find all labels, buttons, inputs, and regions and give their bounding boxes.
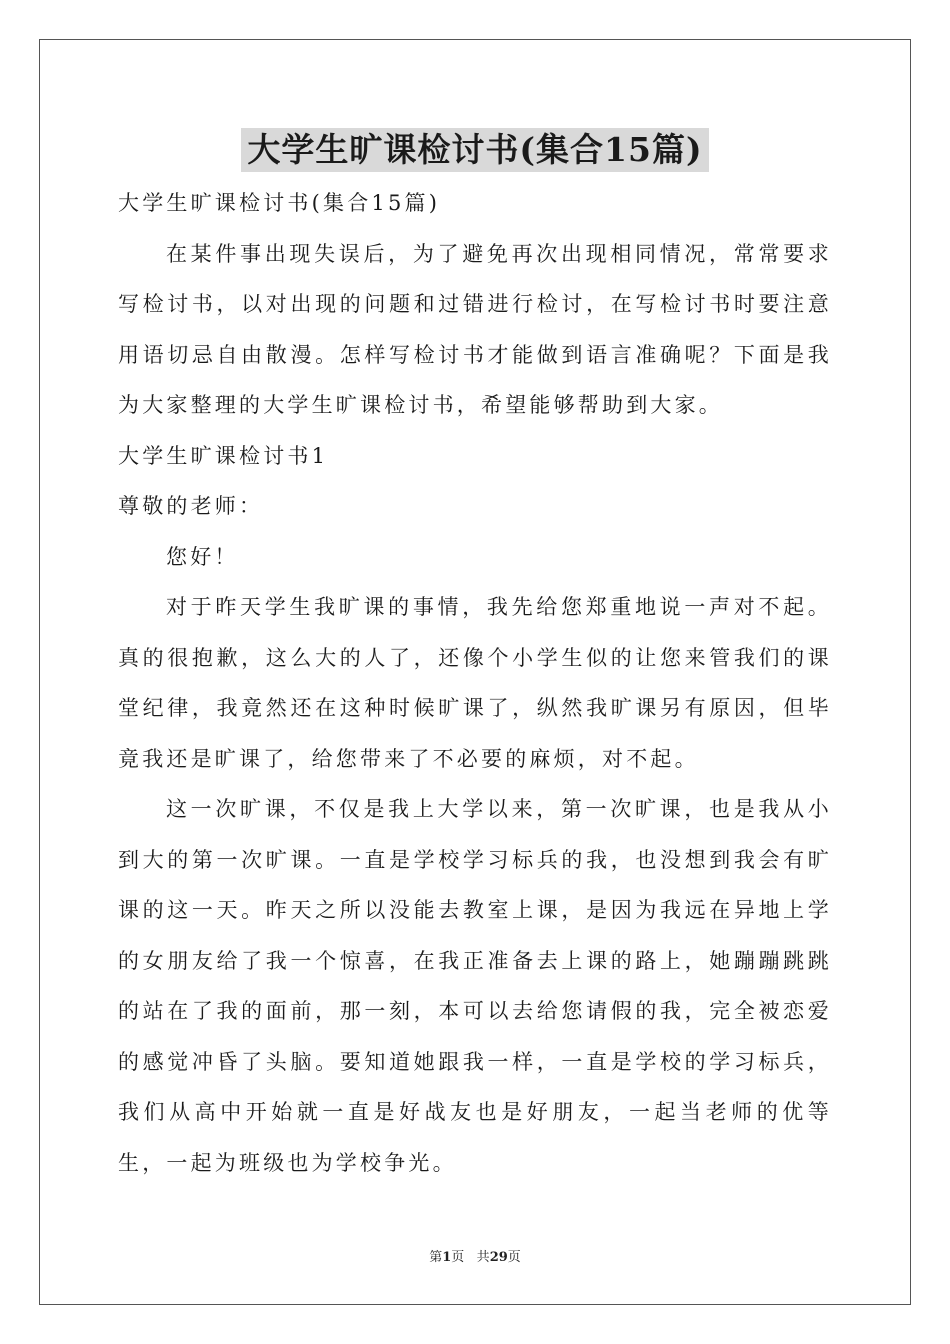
document-body xyxy=(118,178,832,1188)
body-paragraph-2: 这一次旷课，不仅是我上大学以来，第一次旷课，也是我从小到大的第一次旷课。一直是学校学习标兵的我，也没想到我会有旷课的这一天。昨天之所以没能去教室上课，是因为我远在异地上学的女朋友给了我一个惊喜，在我正准备去上课的路上，她蹦蹦跳跳的站在了我的面前，那一刻，本可以去给您请假的我，完全被恋爱的感觉冲昏了头脑。要知道她跟我一样，一直是学校的学习标兵，我们从高中开始就一直是好战友也是好朋友，一起当老师的优等生，一起为班级也为学校争光。 xyxy=(118,797,832,1175)
section-heading: 大学生旷课检讨书1 xyxy=(118,443,329,468)
body-paragraph-1: 对于昨天学生我旷课的事情，我先给您郑重地说一声对不起。真的很抱歉，这么大的人了，还像个小学生似的让您来管我们的课堂纪律，我竟然还在这种时候旷课了，纵然我旷课另有原因，但毕竟我还是旷课了，给您带来了不必要的麻烦，对不起。 xyxy=(118,595,832,771)
footer-page-number: 1 xyxy=(442,1250,452,1265)
subtitle-paragraph: 大学生旷课检讨书(集合15篇) xyxy=(118,191,441,215)
footer-page-suffix: 页 xyxy=(451,1250,465,1265)
document-title: 大学生旷课检讨书(集合15篇) xyxy=(241,128,708,172)
greeting: 您好！ xyxy=(166,544,239,569)
page-footer xyxy=(0,1246,950,1265)
footer-total-pages: 29 xyxy=(489,1250,508,1265)
intro-paragraph: 在某件事出现失误后，为了避免再次出现相同情况，常常要求写检讨书，以对出现的问题和过错进行检讨，在写检讨书时要注意用语切忌自由散漫。怎样写检讨书才能做到语言准确呢？下面是我为大家整理的大学生旷课检讨书，希望能够帮助到大家。 xyxy=(118,241,832,417)
footer-total-suffix: 页 xyxy=(507,1250,521,1265)
title-wrap xyxy=(0,128,950,172)
salutation: 尊敬的老师： xyxy=(118,494,264,518)
footer-prefix: 第 xyxy=(429,1250,443,1265)
footer-total-prefix: 共 xyxy=(476,1250,490,1265)
